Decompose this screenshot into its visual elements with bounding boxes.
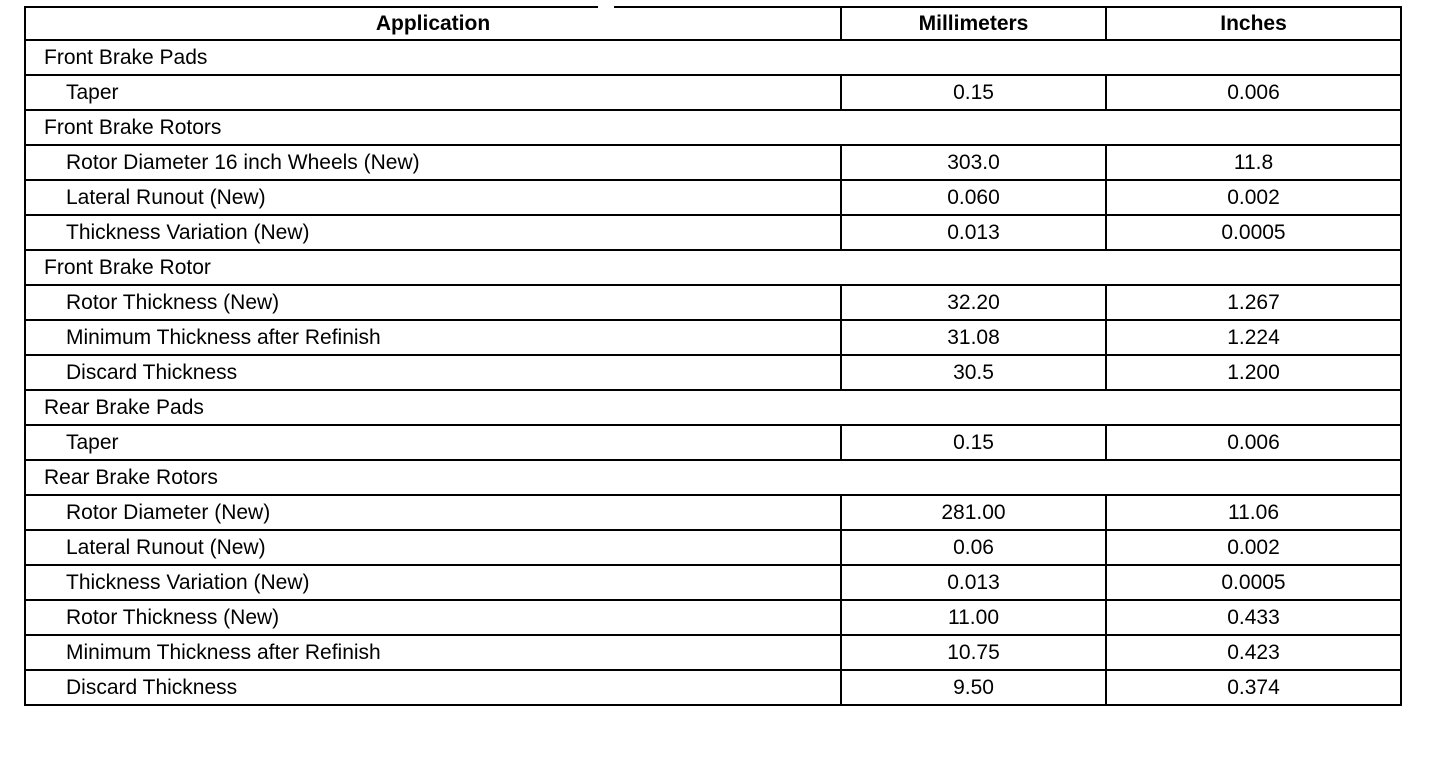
section-label: Front Brake Pads <box>25 40 1401 75</box>
application-cell: Thickness Variation (New) <box>25 215 841 250</box>
table-row <box>25 355 1401 390</box>
inches-cell: 0.002 <box>1106 180 1401 215</box>
inches-cell: 0.0005 <box>1106 565 1401 600</box>
millimeters-cell: 0.15 <box>841 425 1106 460</box>
application-cell: Lateral Runout (New) <box>25 180 841 215</box>
table-row <box>25 635 1401 670</box>
application-cell: Discard Thickness <box>25 670 841 705</box>
inches-cell: 0.006 <box>1106 75 1401 110</box>
table-row <box>25 600 1401 635</box>
millimeters-cell: 30.5 <box>841 355 1106 390</box>
table-row <box>25 565 1401 600</box>
table-row <box>25 215 1401 250</box>
header-millimeters: Millimeters <box>841 7 1106 40</box>
table-row <box>25 425 1401 460</box>
table-row <box>25 180 1401 215</box>
application-cell: Rotor Thickness (New) <box>25 285 841 320</box>
millimeters-cell: 0.060 <box>841 180 1106 215</box>
inches-cell: 0.002 <box>1106 530 1401 565</box>
millimeters-cell: 9.50 <box>841 670 1106 705</box>
inches-cell: 11.8 <box>1106 145 1401 180</box>
application-cell: Rotor Diameter 16 inch Wheels (New) <box>25 145 841 180</box>
millimeters-cell: 32.20 <box>841 285 1106 320</box>
millimeters-cell: 31.08 <box>841 320 1106 355</box>
millimeters-cell: 11.00 <box>841 600 1106 635</box>
millimeters-cell: 0.15 <box>841 75 1106 110</box>
application-cell: Thickness Variation (New) <box>25 565 841 600</box>
inches-cell: 0.433 <box>1106 600 1401 635</box>
header-application: Application <box>25 7 841 40</box>
table-row <box>25 145 1401 180</box>
table-row <box>25 320 1401 355</box>
table-body <box>25 40 1401 705</box>
application-cell: Rotor Thickness (New) <box>25 600 841 635</box>
millimeters-cell: 281.00 <box>841 495 1106 530</box>
section-label: Front Brake Rotor <box>25 250 1401 285</box>
inches-cell: 0.374 <box>1106 670 1401 705</box>
section-row <box>25 110 1401 145</box>
inches-cell: 0.0005 <box>1106 215 1401 250</box>
application-cell: Minimum Thickness after Refinish <box>25 320 841 355</box>
section-row <box>25 40 1401 75</box>
table-row <box>25 670 1401 705</box>
table-row <box>25 495 1401 530</box>
section-label: Rear Brake Pads <box>25 390 1401 425</box>
table-row <box>25 530 1401 565</box>
inches-cell: 11.06 <box>1106 495 1401 530</box>
application-cell: Taper <box>25 75 841 110</box>
inches-cell: 0.006 <box>1106 425 1401 460</box>
header-inches: Inches <box>1106 7 1401 40</box>
section-label: Rear Brake Rotors <box>25 460 1401 495</box>
millimeters-cell: 0.013 <box>841 215 1106 250</box>
millimeters-cell: 0.06 <box>841 530 1106 565</box>
section-row <box>25 250 1401 285</box>
section-row <box>25 390 1401 425</box>
millimeters-cell: 10.75 <box>841 635 1106 670</box>
millimeters-cell: 303.0 <box>841 145 1106 180</box>
border-gap <box>598 5 614 9</box>
application-cell: Discard Thickness <box>25 355 841 390</box>
section-row <box>25 460 1401 495</box>
section-label: Front Brake Rotors <box>25 110 1401 145</box>
table-row <box>25 285 1401 320</box>
brake-specifications-table <box>24 6 1402 706</box>
header-row <box>25 7 1401 40</box>
inches-cell: 1.224 <box>1106 320 1401 355</box>
millimeters-cell: 0.013 <box>841 565 1106 600</box>
table-row <box>25 75 1401 110</box>
application-cell: Lateral Runout (New) <box>25 530 841 565</box>
application-cell: Rotor Diameter (New) <box>25 495 841 530</box>
inches-cell: 1.200 <box>1106 355 1401 390</box>
inches-cell: 1.267 <box>1106 285 1401 320</box>
application-cell: Taper <box>25 425 841 460</box>
application-cell: Minimum Thickness after Refinish <box>25 635 841 670</box>
inches-cell: 0.423 <box>1106 635 1401 670</box>
